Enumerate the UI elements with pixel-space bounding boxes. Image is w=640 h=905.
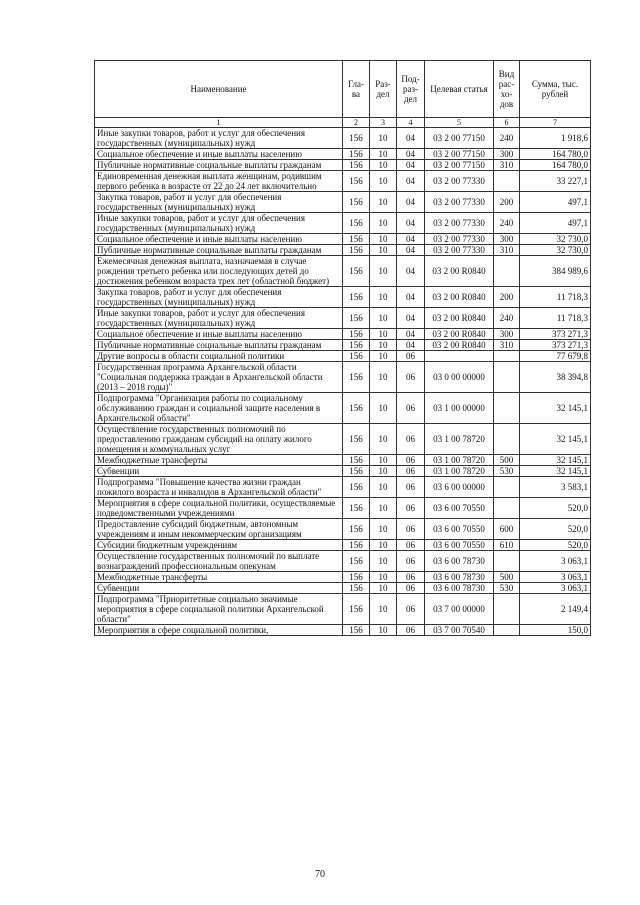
row-vid xyxy=(494,594,520,625)
table-row xyxy=(95,519,591,540)
table-row xyxy=(95,466,591,477)
column-number: 3 xyxy=(370,118,397,128)
row-summa: 497,1 xyxy=(520,213,591,234)
row-glava: 156 xyxy=(343,192,370,213)
row-razdel: 10 xyxy=(370,128,397,149)
row-glava: 156 xyxy=(343,160,370,171)
row-razdel: 10 xyxy=(370,213,397,234)
row-vid: 500 xyxy=(494,572,520,583)
budget-table xyxy=(94,60,591,636)
table-row xyxy=(95,424,591,455)
header-glava: Гла-ва xyxy=(343,61,370,118)
row-podrazdel: 04 xyxy=(397,329,425,340)
row-podrazdel: 06 xyxy=(397,455,425,466)
row-statya: 03 2 00 77330 xyxy=(425,245,494,256)
row-name: Закупка товаров, работ и услуг для обеспечения государственных (муниципальных) нужд xyxy=(95,192,343,213)
table-row xyxy=(95,234,591,245)
header-podrazdel: Под-раз-дел xyxy=(397,61,425,118)
row-glava: 156 xyxy=(343,540,370,551)
row-razdel: 10 xyxy=(370,498,397,519)
row-summa: 384 989,6 xyxy=(520,256,591,287)
row-glava: 156 xyxy=(343,308,370,329)
row-statya: 03 6 00 78730 xyxy=(425,572,494,583)
column-number-row xyxy=(95,118,591,128)
column-number: 2 xyxy=(343,118,370,128)
page-number: 70 xyxy=(315,869,325,880)
row-statya: 03 2 00 77330 xyxy=(425,213,494,234)
row-razdel: 10 xyxy=(370,149,397,160)
row-glava: 156 xyxy=(343,583,370,594)
row-podrazdel: 04 xyxy=(397,287,425,308)
row-razdel: 10 xyxy=(370,455,397,466)
row-podrazdel: 04 xyxy=(397,256,425,287)
row-vid: 200 xyxy=(494,287,520,308)
row-name: Межбюджетные трансферты xyxy=(95,572,343,583)
row-statya: 03 1 00 00000 xyxy=(425,393,494,424)
row-podrazdel: 06 xyxy=(397,551,425,572)
row-name: Подпрограмма "Приоритетные социально значимые мероприятия в сфере социальной политики Архангельской области" xyxy=(95,594,343,625)
table-row xyxy=(95,329,591,340)
column-number: 1 xyxy=(95,118,343,128)
row-glava: 156 xyxy=(343,245,370,256)
row-vid: 310 xyxy=(494,340,520,351)
row-razdel: 10 xyxy=(370,308,397,329)
row-razdel: 10 xyxy=(370,594,397,625)
row-statya: 03 6 00 70550 xyxy=(425,519,494,540)
row-name: Другие вопросы в области социальной политики xyxy=(95,351,343,362)
row-podrazdel: 06 xyxy=(397,351,425,362)
row-glava: 156 xyxy=(343,213,370,234)
row-name: Публичные нормативные социальные выплаты гражданам xyxy=(95,245,343,256)
row-vid: 200 xyxy=(494,192,520,213)
row-podrazdel: 04 xyxy=(397,128,425,149)
row-glava: 156 xyxy=(343,351,370,362)
row-glava: 156 xyxy=(343,393,370,424)
row-podrazdel: 04 xyxy=(397,149,425,160)
row-razdel: 10 xyxy=(370,519,397,540)
row-razdel: 10 xyxy=(370,362,397,393)
row-name: Субвенции xyxy=(95,466,343,477)
row-summa: 32 730,0 xyxy=(520,234,591,245)
row-name: Иные закупки товаров, работ и услуг для обеспечения государственных (муниципальных) нужд xyxy=(95,128,343,149)
row-vid: 600 xyxy=(494,519,520,540)
row-summa: 497,1 xyxy=(520,192,591,213)
table-row xyxy=(95,149,591,160)
row-glava: 156 xyxy=(343,329,370,340)
row-summa: 2 149,4 xyxy=(520,594,591,625)
row-razdel: 10 xyxy=(370,287,397,308)
row-vid: 240 xyxy=(494,308,520,329)
row-statya: 03 1 00 78720 xyxy=(425,424,494,455)
row-glava: 156 xyxy=(343,256,370,287)
row-razdel: 10 xyxy=(370,572,397,583)
table-row xyxy=(95,572,591,583)
row-podrazdel: 06 xyxy=(397,424,425,455)
row-statya: 03 6 00 70550 xyxy=(425,498,494,519)
row-vid xyxy=(494,171,520,192)
row-vid xyxy=(494,256,520,287)
row-podrazdel: 04 xyxy=(397,192,425,213)
row-razdel: 10 xyxy=(370,171,397,192)
row-statya: 03 2 00 77150 xyxy=(425,128,494,149)
row-glava: 156 xyxy=(343,287,370,308)
row-name: Иные закупки товаров, работ и услуг для обеспечения государственных (муниципальных) нужд xyxy=(95,213,343,234)
row-podrazdel: 04 xyxy=(397,171,425,192)
row-name: Субсидии бюджетным учреждениям xyxy=(95,540,343,551)
header-vid: Вид рас-хо-дов xyxy=(494,61,520,118)
row-razdel: 10 xyxy=(370,393,397,424)
row-vid: 310 xyxy=(494,245,520,256)
row-glava: 156 xyxy=(343,340,370,351)
row-podrazdel: 04 xyxy=(397,308,425,329)
row-name: Ежемесячная денежная выплата, назначаемая в случае рождения третьего ребенка или последующих детей до достижения ребенком возраста трех лет (областной бюджет) xyxy=(95,256,343,287)
row-podrazdel: 06 xyxy=(397,540,425,551)
table-row xyxy=(95,455,591,466)
row-statya: 03 6 00 70550 xyxy=(425,540,494,551)
row-summa: 520,0 xyxy=(520,540,591,551)
row-razdel: 10 xyxy=(370,625,397,636)
row-razdel: 10 xyxy=(370,256,397,287)
table-row xyxy=(95,362,591,393)
row-glava: 156 xyxy=(343,466,370,477)
row-statya: 03 2 00 R0840 xyxy=(425,308,494,329)
row-vid xyxy=(494,393,520,424)
row-statya: 03 7 00 70540 xyxy=(425,625,494,636)
row-statya: 03 2 00 77330 xyxy=(425,192,494,213)
table-row xyxy=(95,340,591,351)
row-name: Иные закупки товаров, работ и услуг для обеспечения государственных (муниципальных) нужд xyxy=(95,308,343,329)
row-summa: 520,0 xyxy=(520,519,591,540)
row-razdel: 10 xyxy=(370,540,397,551)
row-statya: 03 0 00 00000 xyxy=(425,362,494,393)
row-vid xyxy=(494,362,520,393)
table-row xyxy=(95,594,591,625)
row-glava: 156 xyxy=(343,234,370,245)
row-statya: 03 2 00 77330 xyxy=(425,234,494,245)
row-vid: 500 xyxy=(494,455,520,466)
row-glava: 156 xyxy=(343,362,370,393)
table-row xyxy=(95,540,591,551)
row-podrazdel: 04 xyxy=(397,234,425,245)
table-row xyxy=(95,245,591,256)
row-podrazdel: 06 xyxy=(397,393,425,424)
row-vid xyxy=(494,477,520,498)
row-statya: 03 2 00 77150 xyxy=(425,160,494,171)
row-summa: 32 145,1 xyxy=(520,455,591,466)
row-statya: 03 2 00 77330 xyxy=(425,171,494,192)
row-summa: 3 063,1 xyxy=(520,572,591,583)
row-name: Подпрограмма "Организация работы по социальному обслуживанию граждан и социальной защите населения в Архангельской области" xyxy=(95,393,343,424)
row-summa: 164 780,0 xyxy=(520,149,591,160)
row-statya: 03 7 00 00000 xyxy=(425,594,494,625)
row-podrazdel: 06 xyxy=(397,498,425,519)
header-summa: Сумма, тыс. рублей xyxy=(520,61,591,118)
row-vid: 310 xyxy=(494,160,520,171)
row-glava: 156 xyxy=(343,455,370,466)
row-vid: 240 xyxy=(494,128,520,149)
row-razdel: 10 xyxy=(370,340,397,351)
row-podrazdel: 06 xyxy=(397,594,425,625)
row-vid: 240 xyxy=(494,213,520,234)
row-glava: 156 xyxy=(343,594,370,625)
header-row xyxy=(95,61,591,118)
table-row xyxy=(95,160,591,171)
row-summa: 520,0 xyxy=(520,498,591,519)
row-name: Единовременная денежная выплата женщинам, родившим первого ребенка в возрасте от 22 до 24 лет включительно xyxy=(95,171,343,192)
row-name: Закупка товаров, работ и услуг для обеспечения государственных (муниципальных) нужд xyxy=(95,287,343,308)
row-summa: 11 718,3 xyxy=(520,308,591,329)
row-summa: 32 145,1 xyxy=(520,424,591,455)
row-glava: 156 xyxy=(343,572,370,583)
table-row xyxy=(95,287,591,308)
table-row xyxy=(95,393,591,424)
table-row xyxy=(95,625,591,636)
row-razdel: 10 xyxy=(370,192,397,213)
table-row xyxy=(95,551,591,572)
row-summa: 11 718,3 xyxy=(520,287,591,308)
row-podrazdel: 06 xyxy=(397,583,425,594)
row-podrazdel: 06 xyxy=(397,519,425,540)
table-row xyxy=(95,498,591,519)
row-summa: 3 063,1 xyxy=(520,583,591,594)
row-vid: 300 xyxy=(494,329,520,340)
table-body xyxy=(95,128,591,636)
row-podrazdel: 04 xyxy=(397,340,425,351)
row-vid xyxy=(494,625,520,636)
row-summa: 32 145,1 xyxy=(520,466,591,477)
row-vid xyxy=(494,351,520,362)
row-statya xyxy=(425,351,494,362)
row-statya: 03 2 00 R0840 xyxy=(425,287,494,308)
row-name: Социальное обеспечение и иные выплаты населению xyxy=(95,149,343,160)
row-statya: 03 2 00 R0840 xyxy=(425,256,494,287)
header-statya: Целевая статья xyxy=(425,61,494,118)
row-statya: 03 2 00 77150 xyxy=(425,149,494,160)
row-glava: 156 xyxy=(343,171,370,192)
row-glava: 156 xyxy=(343,625,370,636)
table-row xyxy=(95,308,591,329)
row-glava: 156 xyxy=(343,498,370,519)
row-summa: 3 063,1 xyxy=(520,551,591,572)
row-summa: 3 583,1 xyxy=(520,477,591,498)
row-name: Социальное обеспечение и иные выплаты населению xyxy=(95,234,343,245)
table-row xyxy=(95,213,591,234)
row-razdel: 10 xyxy=(370,466,397,477)
row-vid: 300 xyxy=(494,234,520,245)
row-podrazdel: 06 xyxy=(397,572,425,583)
row-podrazdel: 04 xyxy=(397,245,425,256)
row-vid: 300 xyxy=(494,149,520,160)
row-podrazdel: 06 xyxy=(397,466,425,477)
row-summa: 32 730,0 xyxy=(520,245,591,256)
row-razdel: 10 xyxy=(370,329,397,340)
row-vid xyxy=(494,551,520,572)
table-row xyxy=(95,583,591,594)
row-glava: 156 xyxy=(343,477,370,498)
row-razdel: 10 xyxy=(370,477,397,498)
row-name: Государственная программа Архангельской области "Социальная поддержка граждан в Архангельской области (2013 – 2018 годы)" xyxy=(95,362,343,393)
row-summa: 373 271,3 xyxy=(520,329,591,340)
row-podrazdel: 04 xyxy=(397,160,425,171)
row-name: Мероприятия в сфере социальной политики, осуществляемые подведомственными учреждениями xyxy=(95,498,343,519)
row-razdel: 10 xyxy=(370,234,397,245)
table-row xyxy=(95,171,591,192)
row-glava: 156 xyxy=(343,128,370,149)
row-statya: 03 6 00 00000 xyxy=(425,477,494,498)
column-number: 7 xyxy=(520,118,591,128)
row-summa: 38 394,8 xyxy=(520,362,591,393)
row-statya: 03 1 00 78720 xyxy=(425,466,494,477)
row-name: Социальное обеспечение и иные выплаты населению xyxy=(95,329,343,340)
header-name: Наименование xyxy=(95,61,343,118)
row-summa: 33 227,1 xyxy=(520,171,591,192)
row-statya: 03 6 00 78730 xyxy=(425,551,494,572)
header-razdel: Раз-дел xyxy=(370,61,397,118)
row-glava: 156 xyxy=(343,424,370,455)
row-summa: 32 145,1 xyxy=(520,393,591,424)
row-name: Осуществление государственных полномочий по предоставлению гражданам субсидий на оплату жилого помещения и коммунальных услуг xyxy=(95,424,343,455)
table-row xyxy=(95,256,591,287)
column-number: 5 xyxy=(425,118,494,128)
table-row xyxy=(95,128,591,149)
row-podrazdel: 04 xyxy=(397,213,425,234)
column-number: 4 xyxy=(397,118,425,128)
row-summa: 77 679,8 xyxy=(520,351,591,362)
table-row xyxy=(95,192,591,213)
row-summa: 373 271,3 xyxy=(520,340,591,351)
row-summa: 164 780,0 xyxy=(520,160,591,171)
row-name: Публичные нормативные социальные выплаты гражданам xyxy=(95,160,343,171)
row-name: Осуществление государственных полномочий по выплате вознаграждений профессиональным опекунам xyxy=(95,551,343,572)
row-podrazdel: 06 xyxy=(397,625,425,636)
row-vid xyxy=(494,424,520,455)
row-summa: 1 918,6 xyxy=(520,128,591,149)
row-razdel: 10 xyxy=(370,551,397,572)
row-glava: 156 xyxy=(343,519,370,540)
row-statya: 03 2 00 R0840 xyxy=(425,329,494,340)
row-vid: 530 xyxy=(494,583,520,594)
row-podrazdel: 06 xyxy=(397,477,425,498)
row-name: Подпрограмма "Повышение качества жизни граждан пожилого возраста и инвалидов в Архангельской области" xyxy=(95,477,343,498)
column-number: 6 xyxy=(494,118,520,128)
row-statya: 03 2 00 R0840 xyxy=(425,340,494,351)
row-glava: 156 xyxy=(343,551,370,572)
table-row xyxy=(95,477,591,498)
row-razdel: 10 xyxy=(370,424,397,455)
row-razdel: 10 xyxy=(370,245,397,256)
row-statya: 03 1 00 78720 xyxy=(425,455,494,466)
row-vid: 610 xyxy=(494,540,520,551)
row-podrazdel: 06 xyxy=(397,362,425,393)
budget-table-container xyxy=(94,60,590,636)
row-summa: 150,0 xyxy=(520,625,591,636)
row-name: Предоставление субсидий бюджетным, автономным учреждениям и иным некоммерческим организациям xyxy=(95,519,343,540)
row-name: Мероприятия в сфере социальной политики, xyxy=(95,625,343,636)
row-name: Межбюджетные трансферты xyxy=(95,455,343,466)
table-row xyxy=(95,351,591,362)
row-vid: 530 xyxy=(494,466,520,477)
row-razdel: 10 xyxy=(370,351,397,362)
row-name: Субвенции xyxy=(95,583,343,594)
row-vid xyxy=(494,498,520,519)
row-statya: 03 6 00 78730 xyxy=(425,583,494,594)
row-glava: 156 xyxy=(343,149,370,160)
row-name: Публичные нормативные социальные выплаты гражданам xyxy=(95,340,343,351)
row-razdel: 10 xyxy=(370,160,397,171)
row-razdel: 10 xyxy=(370,583,397,594)
